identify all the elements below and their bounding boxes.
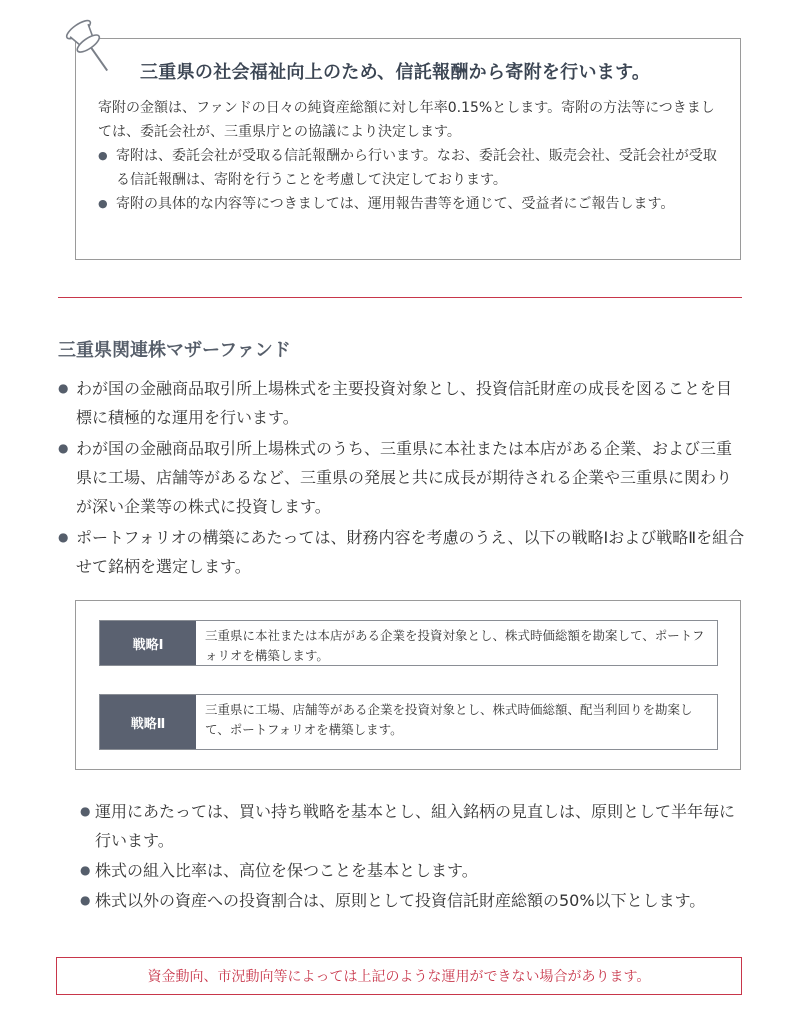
strategy-row-2 bbox=[99, 694, 718, 750]
strategy-description: 三重県に本社または本店がある企業を投資対象とし、株式時価総額を勘案して、ポートフォリオを構築します。 bbox=[205, 628, 705, 663]
operation-bullet-list bbox=[80, 797, 745, 916]
fund-title: 三重県関連株マザーファンド bbox=[58, 340, 291, 361]
strategy-row-1 bbox=[99, 620, 718, 666]
operation-bullet: ● 株式の組入比率は、高位を保つことを基本とします。 bbox=[80, 856, 745, 885]
section-divider bbox=[58, 297, 742, 298]
pushpin-icon bbox=[50, 10, 130, 82]
warning-note: 資金動向、市況動向等によっては上記のような運用ができない場合があります。 bbox=[56, 957, 742, 995]
notice-intro: 寄附の金額は、ファンドの日々の純資産総額に対し年率0.15%とします。寄附の方法等につきましては、委託会社が、三重県庁との協議により決定します。 bbox=[98, 100, 715, 140]
fund-bullet: ● わが国の金融商品取引所上場株式を主要投資対象とし、投資信託財産の成長を図ることを目標に積極的な運用を行います。 bbox=[58, 374, 746, 432]
notice-title: 三重県の社会福祉向上のため、信託報酬から寄附を行います。 bbox=[140, 62, 651, 83]
notice-body bbox=[98, 96, 728, 216]
fund-bullet-list bbox=[58, 374, 746, 583]
notice-bullet: ● 寄附の具体的な内容等につきましては、運用報告書等を通じて、受益者にご報告します。 bbox=[98, 192, 728, 216]
notice-bullet: ● 寄附は、委託会社が受取る信託報酬から行います。なお、委託会社、販売会社、受託会社が受取る信託報酬は、寄附を行うことを考慮して決定しております。 bbox=[98, 144, 728, 192]
operation-bullet: ● 株式以外の資産への投資割合は、原則として投資信託財産総額の50%以下とします。 bbox=[80, 886, 745, 915]
fund-bullet: ● わが国の金融商品取引所上場株式のうち、三重県に本社または本店がある企業、および三重県に工場、店舗等があるなど、三重県の発展と共に成長が期待される企業や三重県に関わりが深い企業等の株式に投資します。 bbox=[58, 434, 746, 521]
operation-bullet: ● 運用にあたっては、買い持ち戦略を基本とし、組入銘柄の見直しは、原則として半年毎に行います。 bbox=[80, 797, 745, 855]
fund-bullet: ● ポートフォリオの構築にあたっては、財務内容を考慮のうえ、以下の戦略Ⅰおよび戦略Ⅱを組合せて銘柄を選定します。 bbox=[58, 523, 746, 581]
strategy-label: 戦略Ⅱ bbox=[100, 695, 196, 749]
strategy-description: 三重県に工場、店舗等がある企業を投資対象とし、株式時価総額、配当利回りを勘案して、ポートフォリオを構築します。 bbox=[205, 702, 693, 737]
notice-bullet-list bbox=[98, 144, 728, 216]
strategy-label: 戦略Ⅰ bbox=[100, 621, 196, 665]
